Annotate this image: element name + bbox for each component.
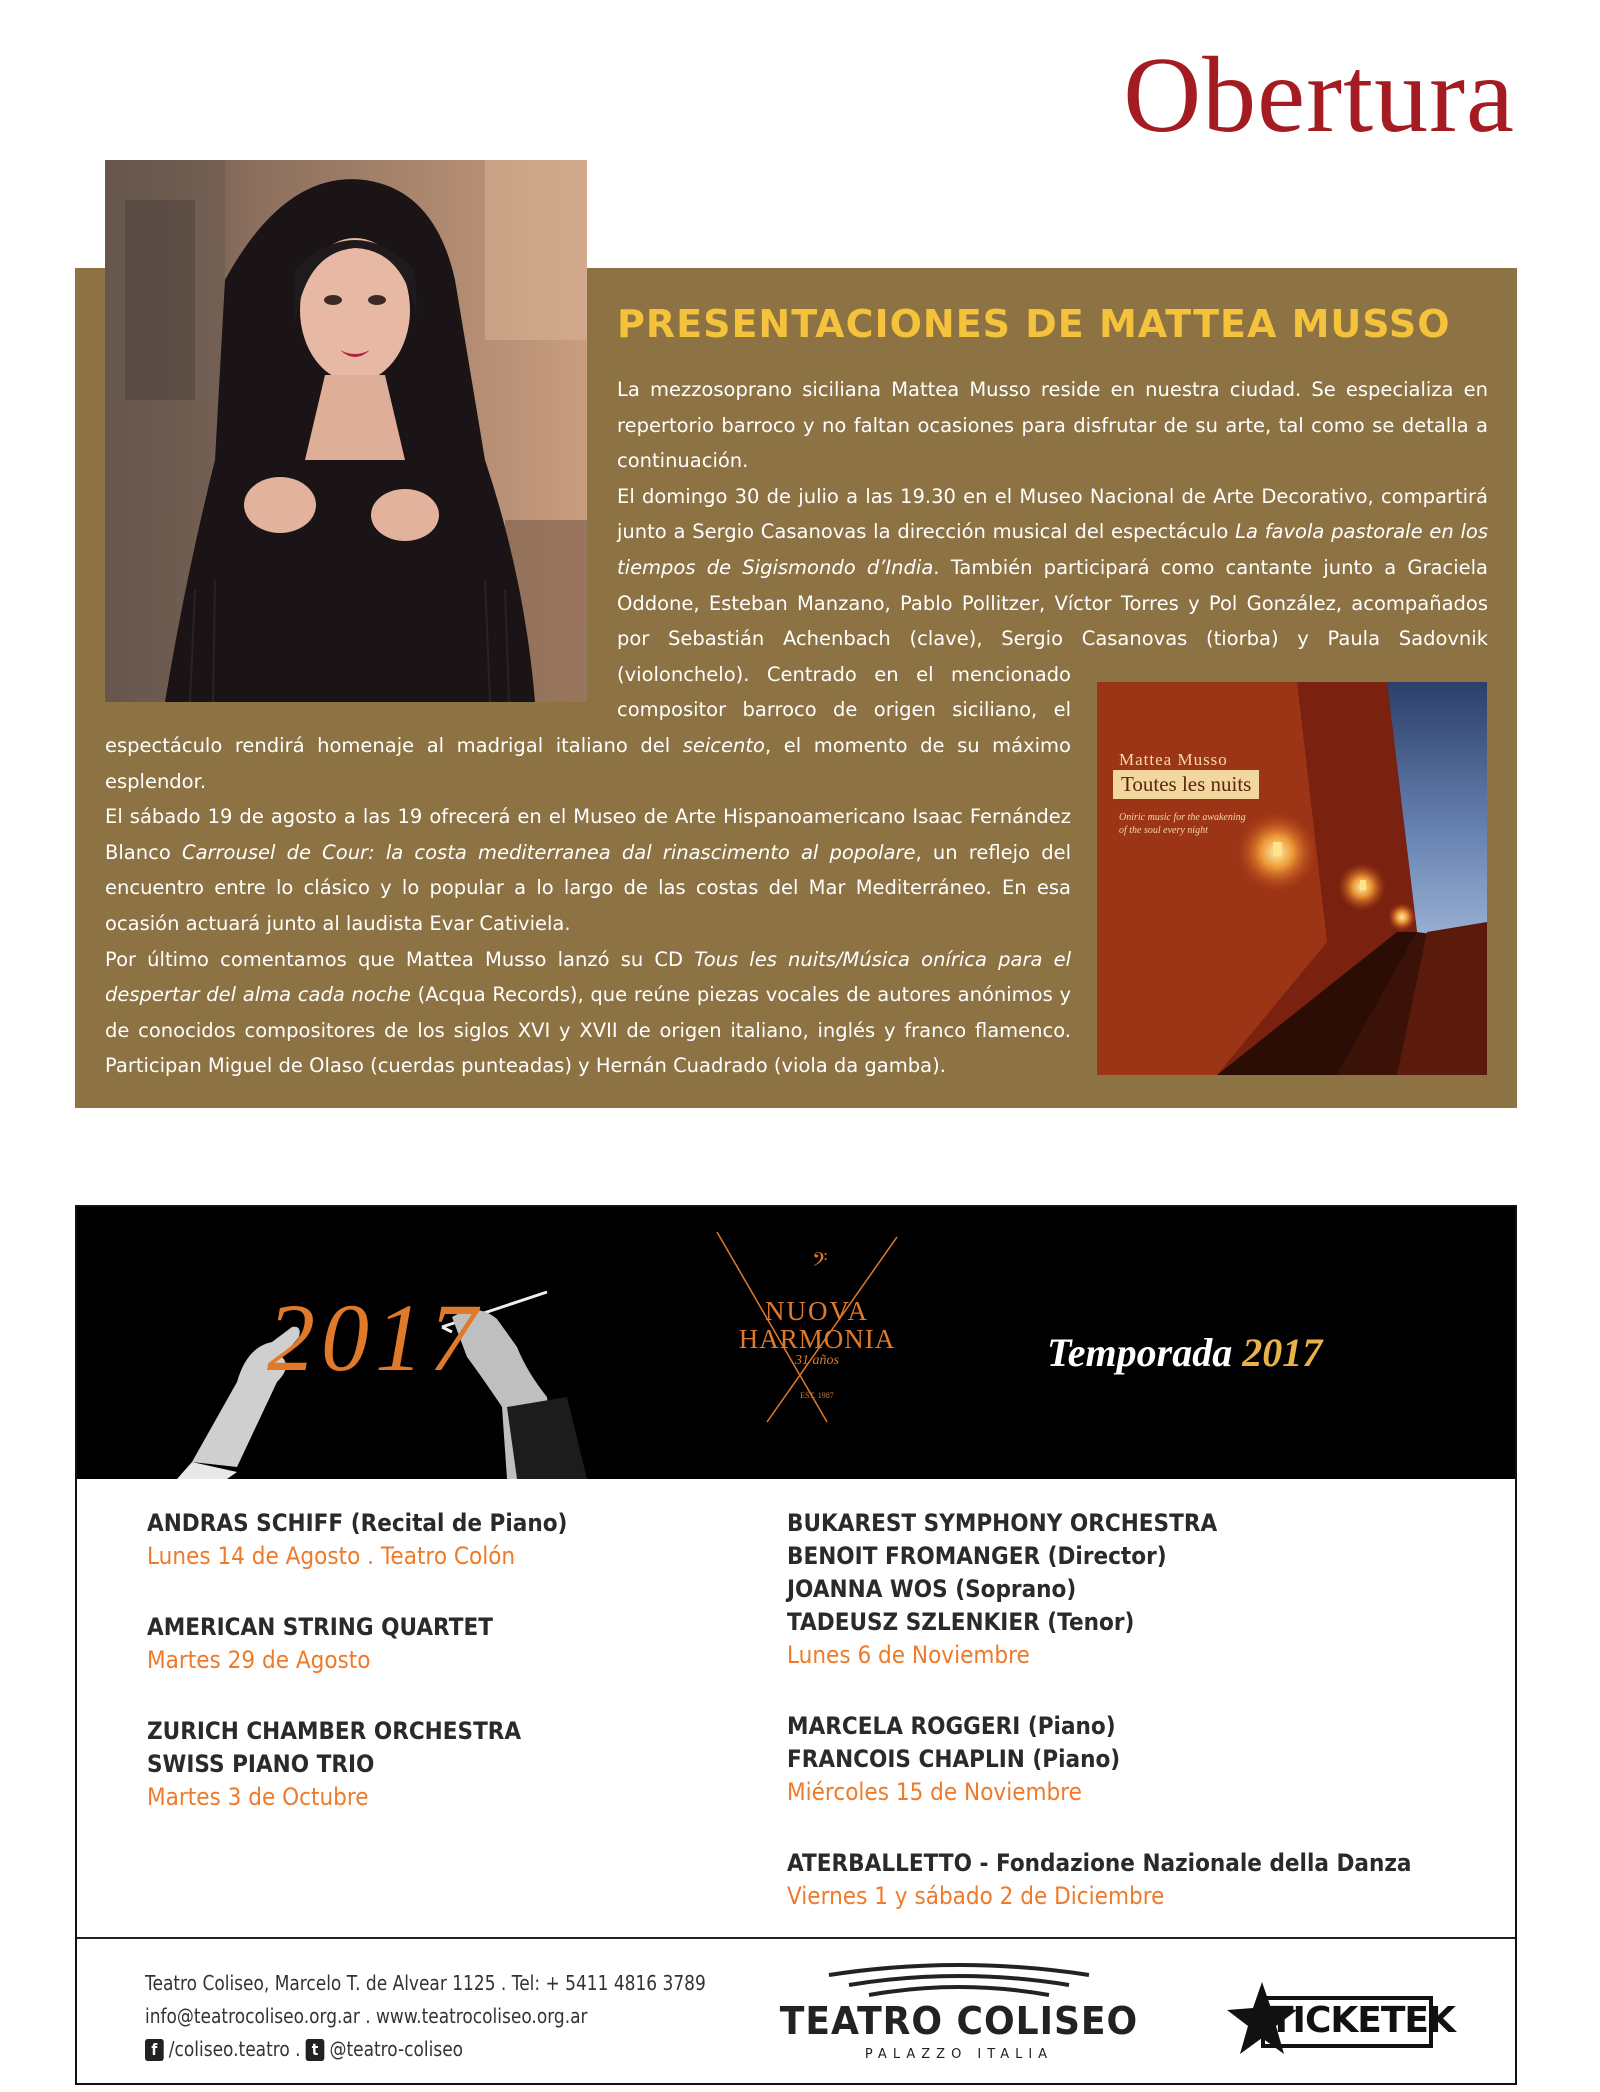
- event-artist: ANDRAS SCHIFF (Recital de Piano): [147, 1509, 568, 1537]
- season-heading: Temporada 2017: [1047, 1330, 1323, 1375]
- event-item: [787, 1710, 1481, 1809]
- cd-artist-label: Mattea Musso: [1119, 750, 1228, 769]
- twitter-handle[interactable]: @teatro-coliseo: [329, 2037, 464, 2061]
- theatre-arcs-icon: [769, 1959, 1149, 1999]
- event-artist: MARCELA ROGGERI (Piano): [787, 1712, 1116, 1740]
- event-artist: TADEUSZ SZLENKIER (Tenor): [787, 1608, 1135, 1636]
- event-date: Lunes 6 de Noviembre: [787, 1641, 1030, 1669]
- article-paragraph-intro: La mezzosoprano siciliana Mattea Musso reside en nuestra ciudad. Se especializa en repertorio barroco y no faltan ocasiones para disfrutar de su arte, tal como se detalla a continuación.: [617, 378, 1488, 473]
- ad-divider: [77, 1937, 1515, 1939]
- section-title: Obertura: [1123, 36, 1515, 155]
- event-item: [147, 1611, 614, 1677]
- ticketek-logo: TICKETEK: [1227, 1980, 1437, 2060]
- year-mark-2017: 2017: [267, 1284, 483, 1391]
- event-artist: BUKAREST SYMPHONY ORCHESTRA: [787, 1509, 1218, 1537]
- event-item: [787, 1507, 1481, 1672]
- event-artist: ATERBALLETTO - Fondazione Nazionale della Danza: [787, 1849, 1412, 1877]
- events-list-left: [147, 1507, 614, 1852]
- event-date: Miércoles 15 de Noviembre: [787, 1778, 1082, 1806]
- cd-subtitle-line2: of the soul every night: [1119, 825, 1208, 836]
- event-date: Lunes 14 de Agosto . Teatro Colón: [147, 1542, 516, 1570]
- event-artist: BENOIT FROMANGER (Director): [787, 1542, 1167, 1570]
- article-paragraph-cd: Por último comentamos que Mattea Musso lanzó su CD Tous les nuits/Música onírica para el despertar del alma cada noche (Acqua Records), que reúne piezas vocales de autores anónimos y de conocidos compositores de los siglos XVI y XVII de origen italiano, inglés y franco flamenco. Participan Miguel de Olaso (cuerdas punteadas) y Hernán Cuadrado (viola da gamba).: [105, 947, 1072, 1078]
- event-artist: ZURICH CHAMBER ORCHESTRA: [147, 1717, 522, 1745]
- event-item: [147, 1715, 614, 1814]
- nuova-harmonia-logo: NUOVA HARMONIA 31 años EST. 1987: [738, 1296, 896, 1400]
- event-date: Viernes 1 y sábado 2 de Diciembre: [787, 1882, 1165, 1910]
- svg-text:𝄢: 𝄢: [812, 1250, 828, 1276]
- event-artist: AMERICAN STRING QUARTET: [147, 1613, 493, 1641]
- facebook-handle[interactable]: /coliseo.teatro .: [168, 2037, 301, 2061]
- event-date: Martes 29 de Agosto: [147, 1646, 371, 1674]
- singer-portrait-photo: [105, 160, 587, 702]
- event-item: [147, 1507, 614, 1573]
- cd-title-label: Toutes les nuits: [1113, 770, 1259, 799]
- facebook-icon: f: [145, 2039, 164, 2061]
- article-paragraph-carrousel: El sábado 19 de agosto a las 19 ofrecerá en el Museo de Arte Hispanoamericano Isaac Fernández Blanco Carrousel de Cour: la costa mediterranea dal rinascimento al popolare, un reflejo del encuentro entre lo clásico y lo popular a lo largo de las costas del Mar Mediterráneo. En esa ocasión actuará junto al laudista Evar Cativiela.: [105, 805, 1071, 935]
- contact-info: [145, 1967, 706, 2066]
- teatro-coliseo-logo: TEATRO COLISEO PALAZZO ITALIA: [769, 1959, 1149, 2079]
- event-item: [787, 1847, 1481, 1913]
- event-date: Martes 3 de Octubre: [147, 1783, 369, 1811]
- event-artist: SWISS PIANO TRIO: [147, 1750, 375, 1778]
- article-paragraph-favola: El domingo 30 de julio a las 19.30 en el Museo Nacional de Arte Decorativo, compartirá junto a Sergio Casanovas la dirección musical del espectáculo La favola pastorale en los tiempos de Sigismondo d’India. También participará como cantante junto a Graciela Oddone, Esteban Manzano, Pablo Pollitzer, Víctor Torres y Pol González, acompañados por Sebastián Achenbach (clave), Sergio Casanovas (tiorba) y Paula Sadovnik (violonchelo). Centrado en el mencionado compositor barroco de origen siciliano, el espectáculo rendirá homenaje al madrigal italiano del seicento, el momento de su máximo esplendor.: [105, 484, 1488, 793]
- event-artist: JOANNA WOS (Soprano): [787, 1575, 1077, 1603]
- event-artist: FRANCOIS CHAPLIN (Piano): [787, 1745, 1121, 1773]
- contact-address: Teatro Coliseo, Marcelo T. de Alvear 1125 . Tel: + 5411 4816 3789: [145, 1971, 706, 1995]
- events-list-right: [787, 1507, 1481, 1951]
- contact-web[interactable]: info@teatrocoliseo.org.ar . www.teatrocoliseo.org.ar: [145, 2004, 588, 2028]
- cd-cover-image: [1097, 682, 1487, 1075]
- article-title: PRESENTACIONES DE MATTEA MUSSO: [617, 302, 1451, 346]
- cd-subtitle-line1: Oniric music for the awakening: [1119, 812, 1246, 823]
- twitter-icon: t: [306, 2039, 325, 2061]
